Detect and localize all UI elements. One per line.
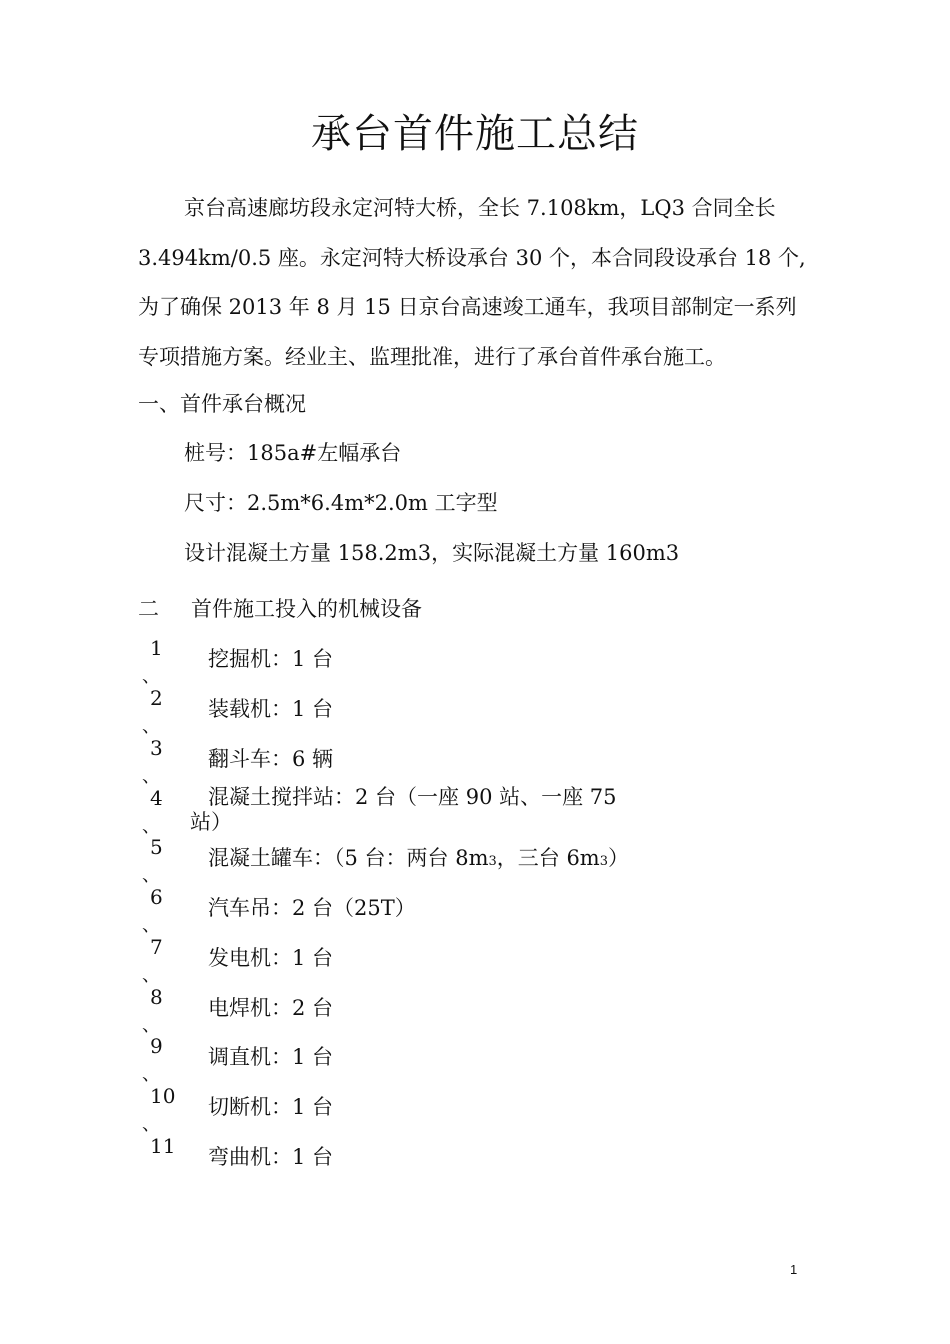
equipment-item: 切断机：1 台 xyxy=(208,1095,334,1119)
unit-subscript: 3 xyxy=(488,854,497,869)
equipment-item-text: ） xyxy=(608,846,629,870)
equipment-item-continuation: 站） xyxy=(190,810,232,834)
equipment-number: 3 xyxy=(150,736,163,760)
list-tick: 、 xyxy=(142,1064,160,1085)
page-number: 1 xyxy=(790,1262,798,1277)
equipment-item: 弯曲机：1 台 xyxy=(208,1145,334,1169)
equipment-number: 10 xyxy=(150,1084,176,1108)
intro-paragraph xyxy=(138,184,818,382)
equipment-number: 11 xyxy=(150,1134,176,1158)
equipment-number: 4 xyxy=(150,786,163,810)
section-2-title: 首件施工投入的机械设备 xyxy=(191,597,422,621)
equipment-item: 电焊机：2 台 xyxy=(208,996,334,1020)
equipment-number: 9 xyxy=(150,1034,163,1058)
list-tick: 、 xyxy=(142,666,160,687)
equipment-item: 调直机：1 台 xyxy=(208,1045,334,1069)
equipment-item: 装载机：1 台 xyxy=(208,697,334,721)
section-1-heading: 一、首件承台概况 xyxy=(138,392,306,416)
pier-number: 桩号：185a#左幅承台 xyxy=(184,441,402,465)
intro-line: 为了确保 2013 年 8 月 15 日京台高速竣工通车，我项目部制定一系列 xyxy=(138,295,797,319)
equipment-item: 汽车吊：2 台（25T） xyxy=(208,896,416,920)
equipment-number: 1 xyxy=(150,636,163,660)
concrete-volume: 设计混凝土方量 158.2m3，实际混凝土方量 160m3 xyxy=(184,541,680,565)
equipment-item: 翻斗车：6 辆 xyxy=(208,747,334,771)
list-tick: 、 xyxy=(142,766,160,787)
list-tick: 、 xyxy=(142,1015,160,1036)
equipment-item-text: ，三台 6m xyxy=(496,846,600,870)
equipment-number: 6 xyxy=(150,885,163,909)
list-tick: 、 xyxy=(142,816,160,837)
equipment-item xyxy=(208,843,629,877)
equipment-item: 发电机：1 台 xyxy=(208,946,334,970)
list-tick: 、 xyxy=(142,716,160,737)
equipment-number: 5 xyxy=(150,835,163,859)
document-title: 承台首件施工总结 xyxy=(311,111,639,157)
equipment-item: 混凝土搅拌站：2 台（一座 90 站、一座 75 xyxy=(208,785,617,809)
section-2-heading xyxy=(138,594,422,624)
list-tick: 、 xyxy=(142,915,160,936)
equipment-number: 8 xyxy=(150,985,163,1009)
list-tick: 、 xyxy=(142,865,160,886)
unit-subscript: 3 xyxy=(599,854,608,869)
list-tick: 、 xyxy=(142,965,160,986)
section-2-number: 二 xyxy=(138,597,159,621)
equipment-number: 2 xyxy=(150,686,163,710)
intro-line: 3.494km/0.5 座。永定河特大桥设承台 30 个，本合同段设承台 18 个, xyxy=(138,245,806,270)
dimensions: 尺寸：2.5m*6.4m*2.0m 工字型 xyxy=(184,491,498,515)
intro-line: 专项措施方案。经业主、监理批准，进行了承台首件承台施工。 xyxy=(138,344,726,369)
equipment-number: 7 xyxy=(150,935,163,959)
list-tick: 、 xyxy=(142,1114,160,1135)
equipment-item-text: 混凝土罐车：（5 台：两台 8m xyxy=(208,846,489,870)
equipment-item: 挖掘机：1 台 xyxy=(208,647,334,671)
intro-line: 京台高速廊坊段永定河特大桥，全长 7.108km，LQ3 合同全长 xyxy=(184,196,776,220)
